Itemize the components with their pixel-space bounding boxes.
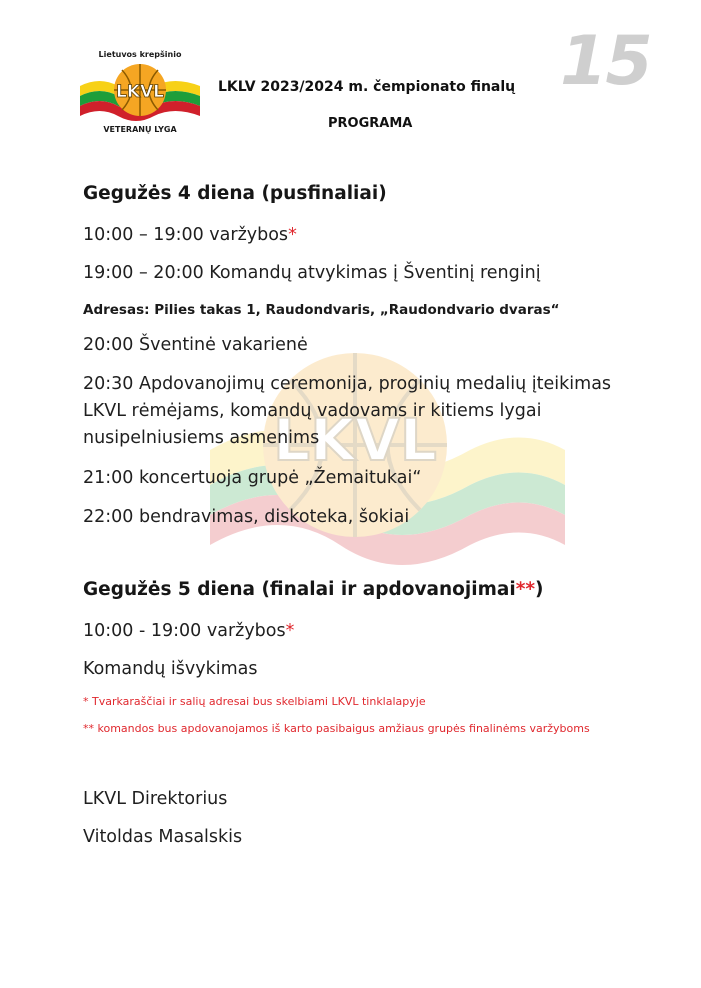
footnote-1: * Tvarkaraščiai ir salių adresai bus skelbiami LKVL tinklalapyje (83, 695, 426, 708)
page-number: 15 (560, 22, 651, 101)
day1-address: Adresas: Pilies takas 1, Raudondvaris, „Raudondvario dvaras“ (83, 302, 560, 318)
logo-arc-top-text: Lietuvos krepšinio (98, 50, 182, 59)
footnote-mark: * (285, 621, 295, 641)
footnote-2: ** komandos bus apdovanojamos iš karto pasibaigus amžiaus grupės finalinėms varžyboms (83, 722, 590, 735)
day1-item-6: 22:00 bendravimas, diskoteka, šokiai (83, 507, 410, 527)
logo-arc-bottom-text: VETERANŲ LYGA (103, 125, 177, 134)
day2-item-2: Komandų išvykimas (83, 659, 258, 679)
svg-text:LKVL: LKVL (273, 406, 437, 474)
signature-role: LKVL Direktorius (83, 789, 228, 809)
day1-item-5: 21:00 koncertuoja grupė „Žemaitukai“ (83, 468, 422, 488)
signature-name: Vitoldas Masalskis (83, 827, 243, 847)
day2-title (83, 579, 544, 600)
footnote-mark: * (288, 225, 297, 245)
day1-item-2: 19:00 – 20:00 Komandų atvykimas į Šventinį renginį (83, 263, 541, 283)
day1-item-3: 20:00 Šventinė vakarienė (83, 335, 308, 355)
day2-title-text: Gegužės 5 diena (finalai ir apdovanojimai (83, 579, 516, 600)
day1-item-1-text: 10:00 – 19:00 varžybos (83, 225, 289, 245)
day1-item-4-line-1: 20:30 Apdovanojimų ceremonija, proginių medalių įteikimas (83, 374, 612, 394)
day1-item-4-line-2: LKVL rėmėjams, komandų vadovams ir kitiems lygai (83, 401, 542, 421)
footnote-mark-double: ** (515, 579, 536, 600)
lkvl-logo (78, 40, 202, 138)
document-title: LKLV 2023/2024 m. čempionato finalų (218, 79, 516, 95)
day2-item-1 (83, 618, 294, 644)
logo-center-text: LKVL (116, 82, 164, 102)
day2-item-1-text: 10:00 - 19:00 varžybos (83, 621, 286, 641)
day1-item-1 (83, 222, 297, 248)
day1-title: Gegužės 4 diena (pusfinaliai) (83, 183, 387, 204)
document-subtitle: PROGRAMA (328, 116, 413, 131)
day1-item-4-line-3: nusipelniusiems asmenims (83, 428, 320, 448)
day2-title-end: ) (535, 579, 544, 600)
